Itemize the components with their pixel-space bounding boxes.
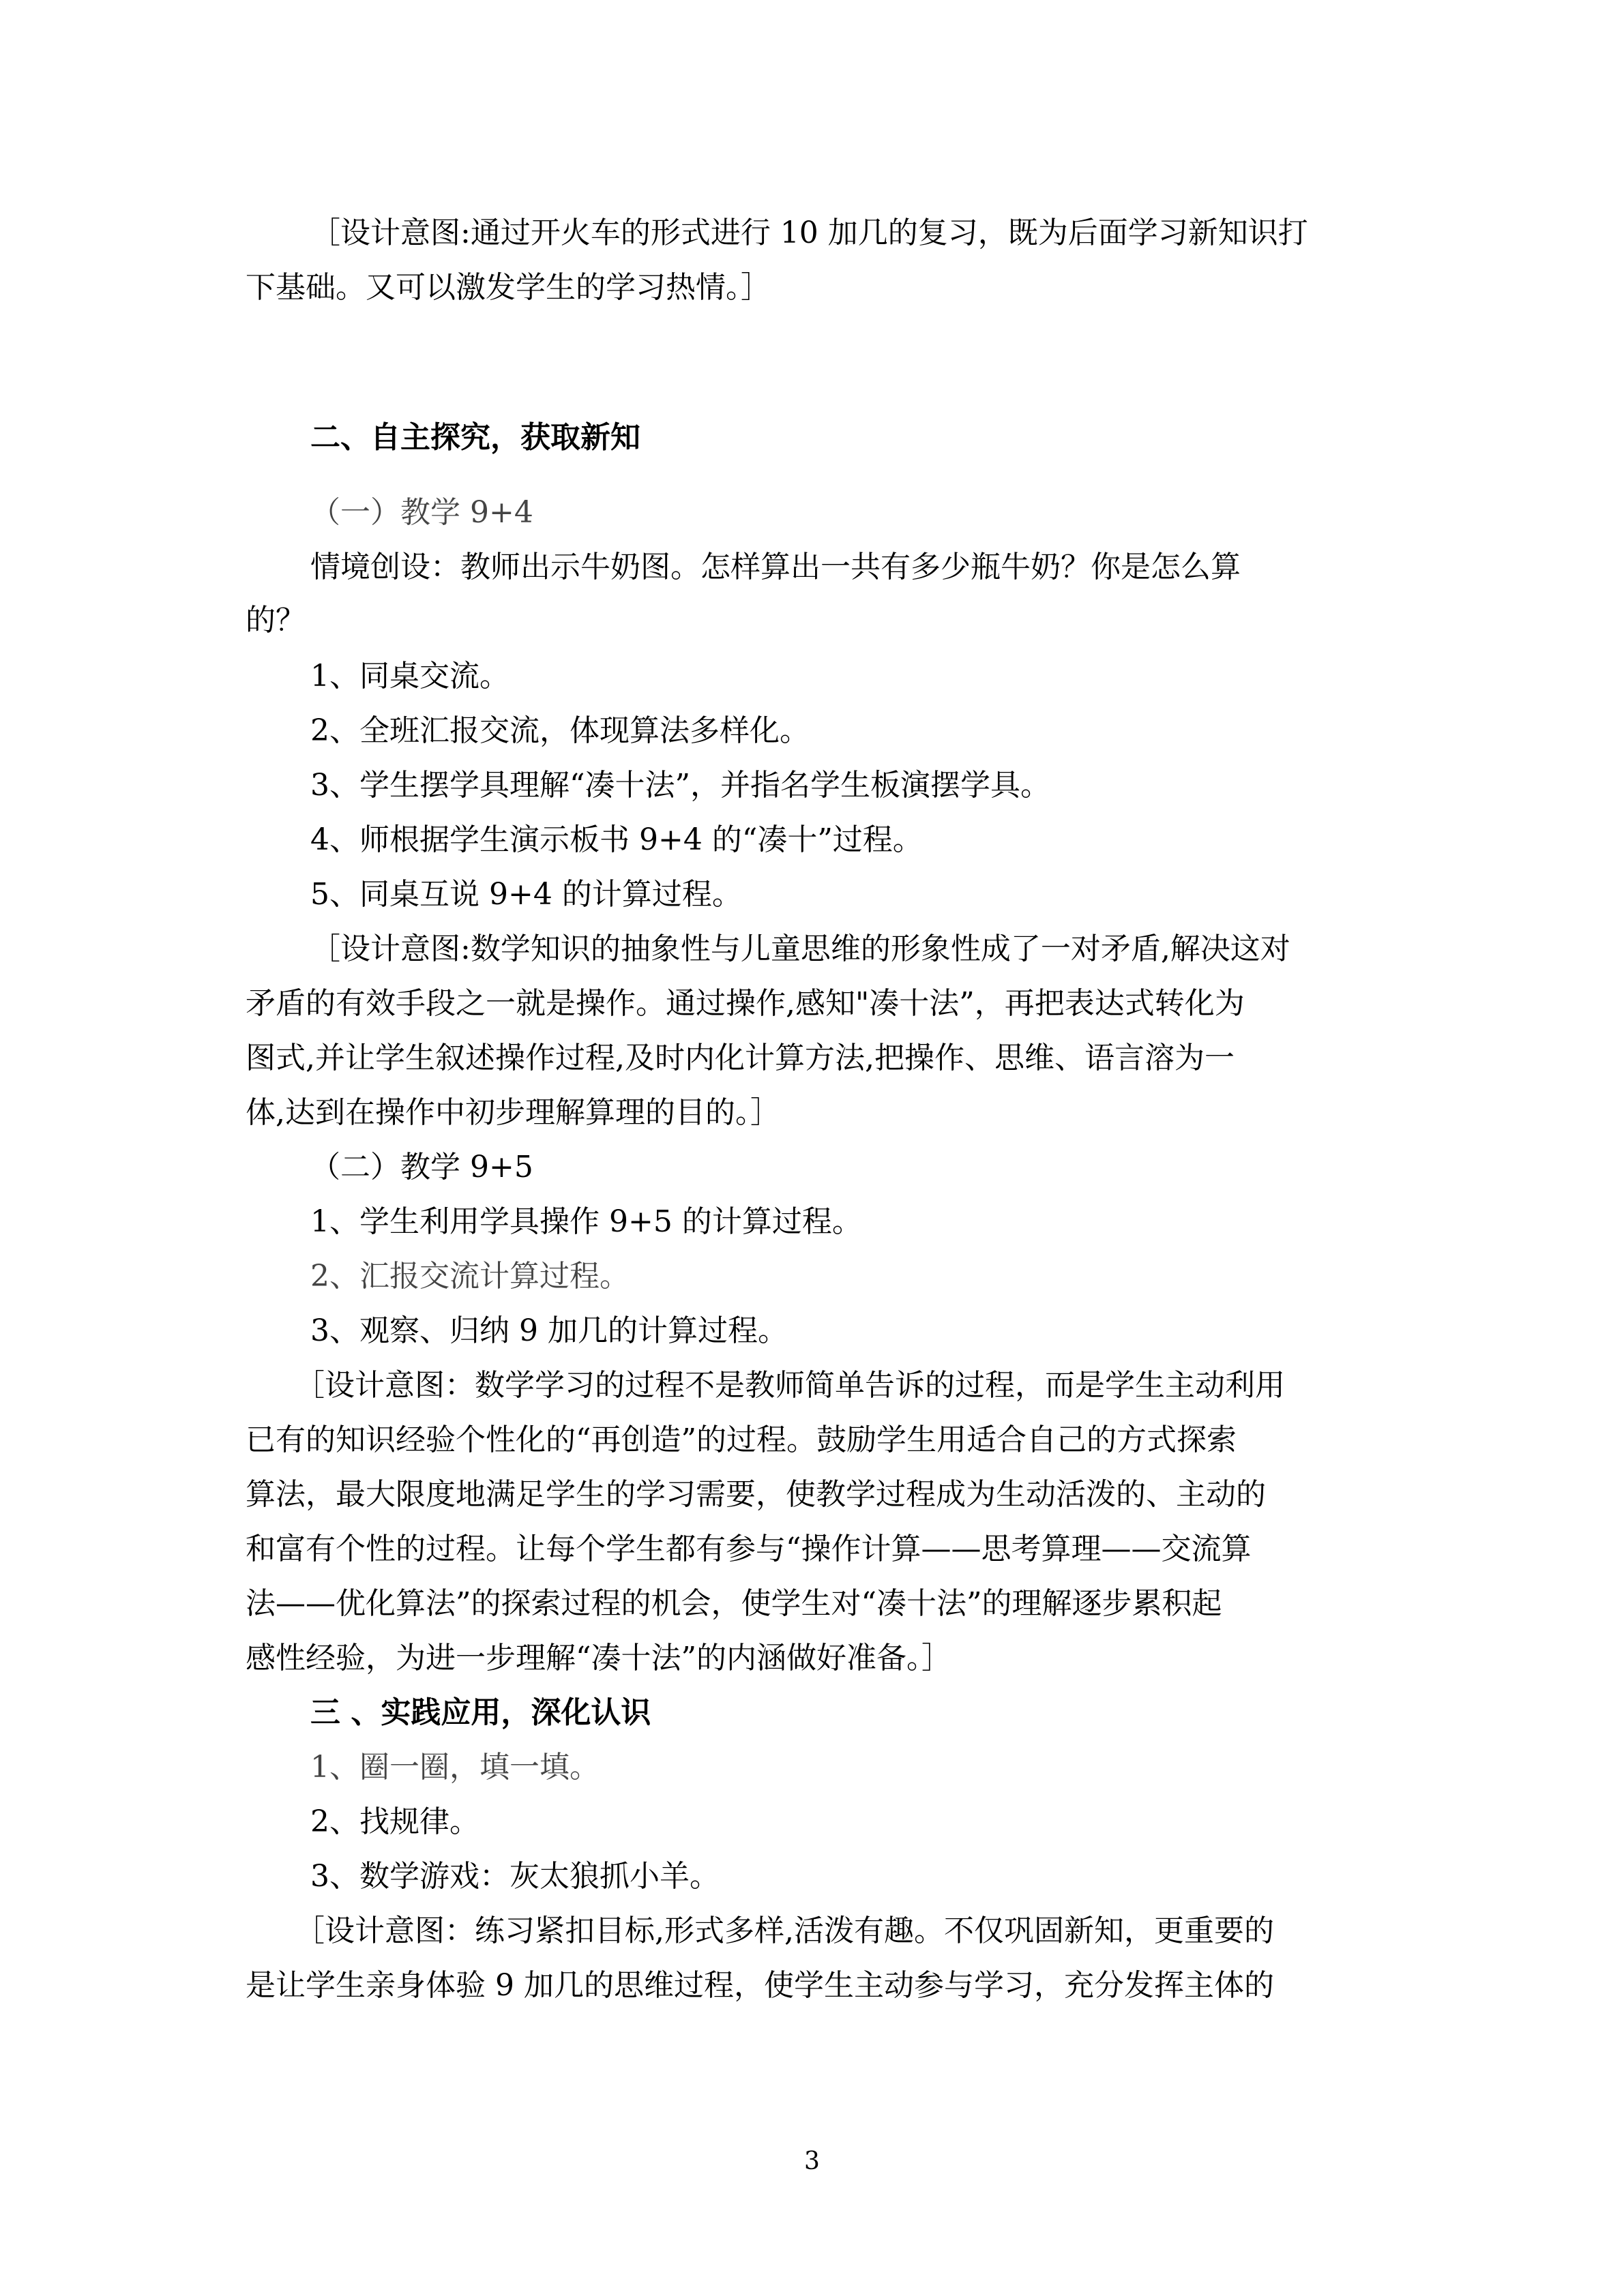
design-intent-4-line-2: 是让学生亲身体验 9 加几的思维过程，使学生主动参与学习，充分发挥主体的 [246, 1968, 1274, 2003]
design-intent-3-line-1: ［设计意图：数学学习的过程不是教师简单告诉的过程，而是学生主动利用 [295, 1368, 1285, 1403]
list1-item-4: 4、师根据学生演示板书 9+4 的“凑十”过程。 [310, 822, 923, 857]
list3-item-1: 1、圈一圈，填一填。 [310, 1750, 600, 1785]
page-number: 3 [804, 2147, 820, 2175]
design-intent-1-line-2: 下基础。又可以激发学生的学习热情。］ [246, 270, 771, 305]
list1-item-3: 3、学生摆学具理解“凑十法”，并指名学生板演摆学具。 [310, 768, 1050, 803]
design-intent-3-line-5: 法——优化算法”的探索过程的机会，使学生对“凑十法”的理解逐步累积起 [246, 1586, 1222, 1621]
section-heading-2: 二、自主探究，获取新知 [310, 420, 640, 455]
scenario-line-1: 情境创设：教师出示牛奶图。怎样算出一共有多少瓶牛奶？你是怎么算 [310, 550, 1241, 584]
design-intent-3-line-3: 算法，最大限度地满足学生的学习需要，使教学过程成为生动活泼的、主动的 [246, 1477, 1266, 1512]
list1-item-1: 1、同桌交流。 [310, 659, 510, 694]
section-heading-3: 三 、实践应用，深化认识 [310, 1695, 651, 1730]
list1-item-5: 5、同桌互说 9+4 的计算过程。 [310, 877, 742, 912]
design-intent-3-line-2: 已有的知识经验个性化的“再创造”的过程。鼓励学生用适合自己的方式探索 [246, 1422, 1237, 1457]
design-intent-2-line-1: ［设计意图:数学知识的抽象性与儿童思维的形象性成了一对矛盾,解决这对 [310, 931, 1290, 966]
design-intent-3-line-4: 和富有个性的过程。让每个学生都有参与“操作计算——思考算理——交流算 [246, 1532, 1252, 1566]
list2-item-2: 2、汇报交流计算过程。 [310, 1259, 630, 1294]
subsection-heading-2: （二）教学 9+5 [310, 1150, 533, 1184]
scenario-line-2: 的？ [246, 603, 306, 638]
list2-item-3: 3、观察、归纳 9 加几的计算过程。 [310, 1313, 788, 1348]
design-intent-2-line-4: 体,达到在操作中初步理解算理的目的。］ [246, 1095, 780, 1130]
design-intent-2-line-3: 图式,并让学生叙述操作过程,及时内化计算方法,把操作、思维、语言溶为一 [246, 1041, 1235, 1075]
subsection-heading-1: （一）教学 9+4 [310, 495, 533, 530]
list3-item-2: 2、找规律。 [310, 1804, 479, 1839]
list3-item-3: 3、数学游戏：灰太狼抓小羊。 [310, 1859, 720, 1894]
design-intent-4-line-1: ［设计意图：练习紧扣目标,形式多样,活泼有趣。不仅巩固新知，更重要的 [295, 1913, 1274, 1948]
design-intent-1-line-1: ［设计意图:通过开火车的形式进行 10 加几的复习，既为后面学习新知识打 [310, 215, 1308, 250]
design-intent-2-line-2: 矛盾的有效手段之一就是操作。通过操作,感知"凑十法”，再把表达式转化为 [246, 986, 1245, 1021]
list1-item-2: 2、全班汇报交流，体现算法多样化。 [310, 713, 810, 748]
list2-item-1: 1、学生利用学具操作 9+5 的计算过程。 [310, 1204, 862, 1239]
design-intent-3-line-6: 感性经验，为进一步理解“凑十法”的内涵做好准备。］ [246, 1641, 951, 1675]
